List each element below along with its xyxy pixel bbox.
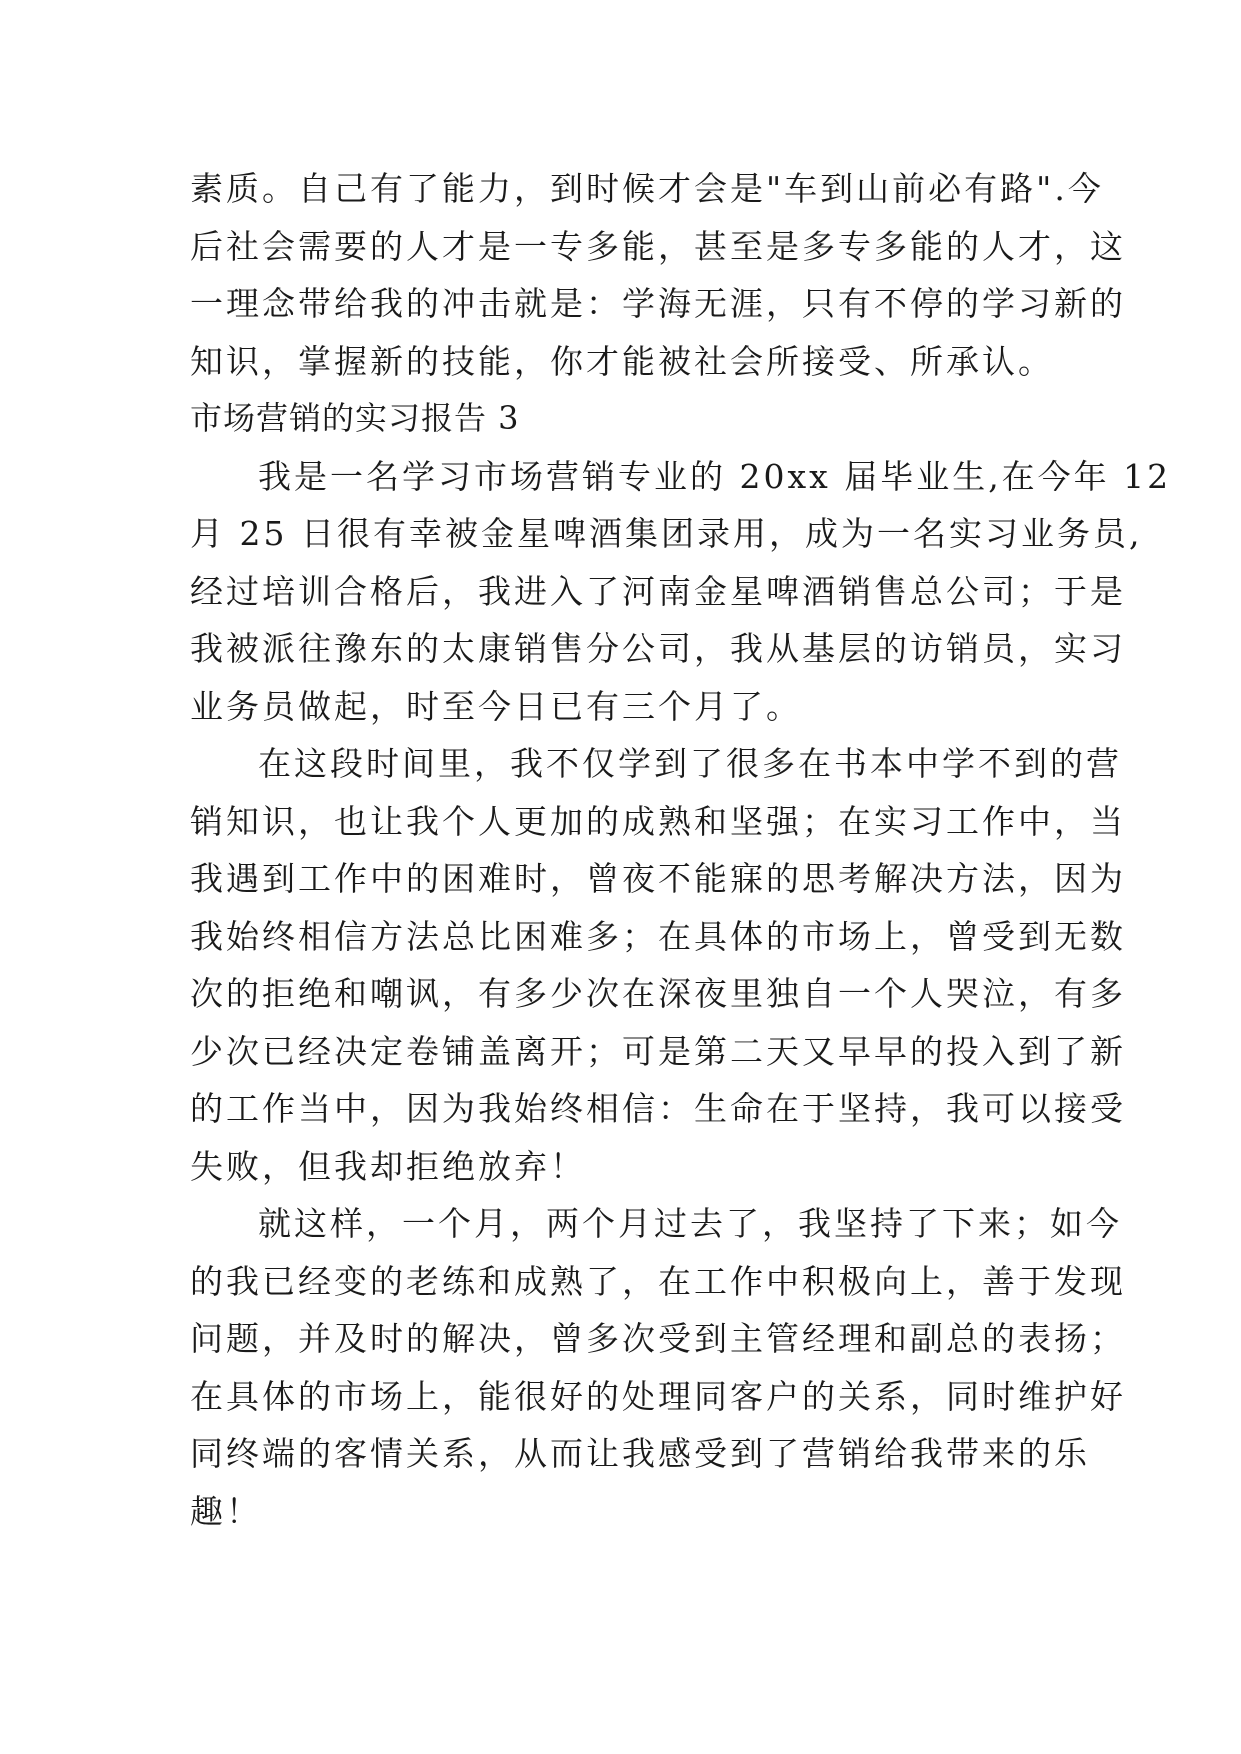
paragraph-2 xyxy=(190,735,1126,1195)
text-line: 就这样，一个月，两个月过去了，我坚持了下来；如今 xyxy=(258,1204,1122,1243)
text-line: 素质。自己有了能力，到时候才会是"车到山前必有路".今 xyxy=(190,169,1104,208)
text-line: 次的拒绝和嘲讽，有多少次在深夜里独自一个人哭泣，有多 xyxy=(190,974,1126,1013)
text-line: 少次已经决定卷铺盖离开；可是第二天又早早的投入到了新 xyxy=(190,1031,1126,1071)
text-line: 一理念带给我的冲击就是：学海无涯，只有不停的学习新的 xyxy=(190,284,1126,323)
text-line: 后社会需要的人才是一专多能，甚至是多专多能的人才，这 xyxy=(190,226,1126,266)
text-line: 在这段时间里，我不仅学到了很多在书本中学不到的营 xyxy=(258,744,1122,783)
paragraph-continued xyxy=(190,160,1126,390)
text-line: 的工作当中，因为我始终相信：生命在于坚持，我可以接受 xyxy=(190,1089,1126,1128)
text-line: 月 25 日很有幸被金星啤酒集团录用，成为一名实习业务员, xyxy=(190,514,1143,553)
paragraph-1 xyxy=(190,448,1172,736)
text-line: 失败，但我却拒绝放弃！ xyxy=(190,1146,586,1186)
text-line: 业务员做起，时至今日已有三个月了。 xyxy=(190,686,802,726)
text-line: 我始终相信方法总比困难多；在具体的市场上，曾受到无数 xyxy=(190,916,1126,956)
text-line: 问题，并及时的解决，曾多次受到主管经理和副总的表扬； xyxy=(190,1319,1126,1358)
text-line: 我遇到工作中的困难时，曾夜不能寐的思考解决方法，因为 xyxy=(190,859,1126,898)
paragraph-3 xyxy=(190,1195,1126,1540)
text-line: 知识，掌握新的技能，你才能被社会所接受、所承认。 xyxy=(190,341,1054,381)
text-line: 趣！ xyxy=(190,1491,262,1531)
text-line: 销知识，也让我个人更加的成熟和坚强；在实习工作中，当 xyxy=(190,801,1126,841)
document-body xyxy=(190,160,1172,1540)
text-line: 的我已经变的老练和成熟了，在工作中积极向上，善于发现 xyxy=(190,1261,1126,1301)
text-line: 同终端的客情关系，从而让我感受到了营销给我带来的乐 xyxy=(190,1434,1090,1473)
section-title: 市场营销的实习报告 3 xyxy=(190,399,520,437)
text-line: 经过培训合格后，我进入了河南金星啤酒销售总公司；于是 xyxy=(190,571,1126,611)
text-line: 我被派往豫东的太康销售分公司，我从基层的访销员，实习 xyxy=(190,629,1126,668)
text-line: 在具体的市场上，能很好的处理同客户的关系，同时维护好 xyxy=(190,1376,1126,1416)
text-line: 我是一名学习市场营销专业的 20xx 届毕业生,在今年 12 xyxy=(258,456,1172,496)
